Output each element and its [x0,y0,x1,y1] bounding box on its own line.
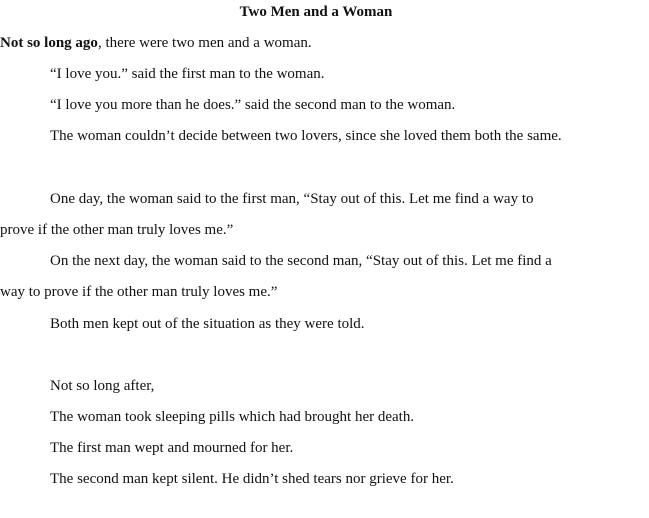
paragraph-opening [0,33,312,53]
paragraph-one-day-line2: prove if the other man truly loves me.” [0,222,234,238]
opening-phrase: Not so long ago [0,35,98,51]
paragraph-first-man: “I love you.” said the first man to the woman. [50,66,325,82]
paragraph-woman-undecided: The woman couldn’t decide between two lovers, since she loved them both the same. [50,128,562,144]
paragraph-first-man-wept: The first man wept and mourned for her. [50,440,294,456]
paragraph-next-day-line2: way to prove if the other man truly loves me.” [0,284,278,300]
paragraph-next-day-line1: On the next day, the woman said to the second man, “Stay out of this. Let me find a [50,253,552,269]
paragraph-both-men: Both men kept out of the situation as they were told. [50,316,365,332]
paragraph-sleeping-pills: The woman took sleeping pills which had brought her death. [50,409,415,425]
paragraph-second-man: “I love you more than he does.” said the second man to the woman. [50,97,456,113]
paragraph-second-man-silent: The second man kept silent. He didn’t shed tears nor grieve for her. [50,471,454,487]
opening-rest: , there were two men and a woman. [97,35,312,51]
paragraph-not-so-long-after: Not so long after, [50,378,155,394]
document-title: Two Men and a Woman [239,4,393,20]
paragraph-one-day-line1: One day, the woman said to the first man, “Stay out of this. Let me find a way to [50,191,534,207]
